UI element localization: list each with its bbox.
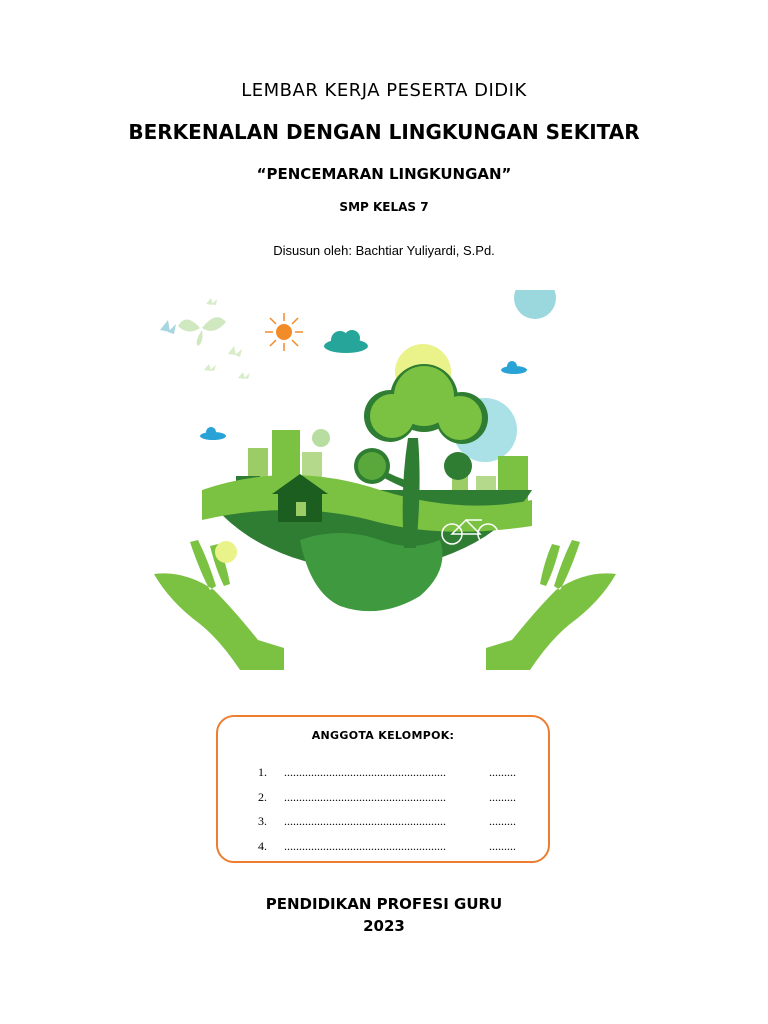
eco-earth-illustration bbox=[140, 290, 630, 670]
member-row bbox=[258, 790, 516, 805]
member-row bbox=[258, 814, 516, 829]
member-number: 4. bbox=[258, 839, 267, 853]
member-row bbox=[258, 839, 516, 854]
member-name-blank: ...................................................... bbox=[284, 765, 446, 779]
member-name-blank: ...................................................... bbox=[284, 814, 446, 828]
member-extra-blank: ......... bbox=[489, 790, 516, 804]
page-title: BERKENALAN DENGAN LINGKUNGAN SEKITAR bbox=[128, 120, 640, 144]
page-subtitle: “PENCEMARAN LINGKUNGAN” bbox=[256, 165, 512, 183]
member-extra-blank: ......... bbox=[489, 839, 516, 853]
member-extra-blank: ......... bbox=[489, 814, 516, 828]
cloud-icon bbox=[200, 427, 226, 440]
hand-icon bbox=[486, 540, 616, 670]
member-row bbox=[258, 765, 516, 780]
butterfly-icon bbox=[204, 364, 216, 371]
program-name: PENDIDIKAN PROFESI GURU bbox=[265, 895, 503, 913]
butterfly-icon bbox=[160, 320, 176, 334]
butterfly-icon bbox=[238, 372, 250, 379]
member-name-blank: ...................................................... bbox=[284, 839, 446, 853]
member-number: 1. bbox=[258, 765, 267, 779]
member-extra-blank: ......... bbox=[489, 765, 516, 779]
group-members-title: ANGGOTA KELOMPOK: bbox=[311, 729, 455, 742]
butterfly-icon bbox=[178, 317, 226, 346]
cloud-icon bbox=[501, 361, 527, 374]
worksheet-label: LEMBAR KERJA PESERTA DIDIK bbox=[241, 80, 527, 101]
butterfly-icon bbox=[206, 298, 217, 305]
member-number: 3. bbox=[258, 814, 267, 828]
member-name-blank: ...................................................... bbox=[284, 790, 446, 804]
author-line: Disusun oleh: Bachtiar Yuliyardi, S.Pd. bbox=[273, 243, 495, 258]
yellow-dot bbox=[215, 541, 237, 563]
year-label: 2023 bbox=[363, 917, 405, 935]
sun-icon bbox=[265, 313, 303, 351]
sky-bubble bbox=[514, 290, 556, 319]
group-members-box bbox=[216, 715, 550, 863]
green-dot bbox=[312, 429, 330, 447]
grade-label: SMP KELAS 7 bbox=[339, 200, 429, 214]
butterfly-icon bbox=[228, 346, 242, 357]
member-number: 2. bbox=[258, 790, 267, 804]
cloud-icon bbox=[324, 330, 368, 353]
